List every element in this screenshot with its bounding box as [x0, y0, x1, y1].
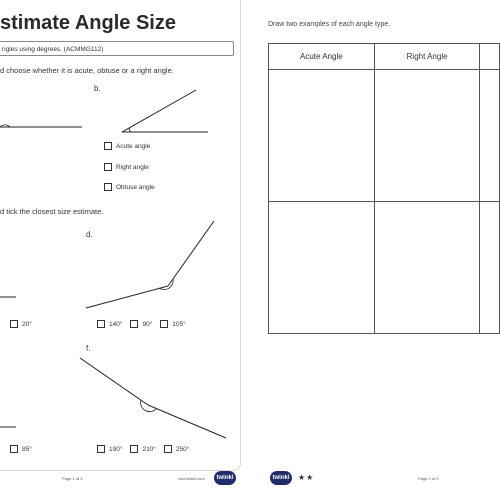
label-f: f. — [86, 344, 91, 353]
header-obtuse-angle — [480, 44, 500, 70]
option-f-3[interactable]: 250° — [164, 445, 189, 453]
angle-f-arm-1 — [80, 358, 148, 405]
worksheet-page-1 — [0, 0, 241, 481]
drawing-cell[interactable] — [269, 70, 375, 202]
option-acute-angle[interactable]: Acute angle — [104, 142, 150, 150]
instruction-2: d tick the closest size estimate. — [0, 207, 104, 216]
angle-b-arc — [129, 128, 130, 132]
instruction-1: d choose whether it is acute, obtuse or a right angle. — [0, 66, 174, 75]
checkbox[interactable] — [97, 445, 105, 453]
angle-types-table — [268, 43, 500, 334]
angle-d-arm-1 — [86, 286, 168, 308]
page-title: stimate Angle Size — [0, 12, 176, 34]
footer-page-number: Page 1 of 3 — [62, 476, 83, 481]
difficulty-stars-icon: ★★ — [298, 473, 315, 482]
angle-d-arm-2 — [168, 221, 214, 286]
options-d — [97, 320, 186, 328]
twinkl-logo-icon: twinkl — [214, 471, 236, 485]
options-f — [97, 445, 189, 453]
option-f-2[interactable]: 210° — [130, 445, 155, 453]
instruction-draw: Draw two examples of each angle type. — [268, 21, 391, 28]
header-acute-angle: Acute Angle — [269, 44, 375, 70]
drawing-cell[interactable] — [480, 70, 500, 202]
checkbox[interactable] — [160, 320, 168, 328]
label-b: b. — [94, 84, 101, 93]
checkbox[interactable] — [164, 445, 172, 453]
footer-page-number: Page 2 of 3 — [418, 476, 439, 481]
checkbox[interactable] — [10, 445, 18, 453]
checkbox[interactable] — [97, 320, 105, 328]
options-e — [10, 445, 32, 453]
checkbox[interactable] — [10, 320, 18, 328]
option-f-1[interactable]: 190° — [97, 445, 122, 453]
footer-site: visit twinkl.com — [178, 476, 205, 481]
drawing-cell[interactable] — [269, 202, 375, 334]
options-c — [10, 320, 32, 328]
checkbox[interactable] — [104, 183, 112, 191]
option-c-1[interactable]: 20° — [10, 320, 32, 328]
option-right-angle[interactable]: Right angle — [104, 163, 149, 171]
learning-objective-box: ngles using degrees. (ACMMG112) — [0, 41, 234, 56]
checkbox[interactable] — [104, 163, 112, 171]
angle-diagrams — [0, 0, 240, 470]
label-d: d. — [86, 230, 93, 239]
drawing-cell[interactable] — [374, 70, 480, 202]
checkbox[interactable] — [104, 142, 112, 150]
option-e-1[interactable]: 85° — [10, 445, 32, 453]
option-d-3[interactable]: 105° — [160, 320, 185, 328]
header-right-angle: Right Angle — [374, 44, 480, 70]
checkbox[interactable] — [130, 445, 138, 453]
checkbox[interactable] — [130, 320, 138, 328]
option-d-1[interactable]: 140° — [97, 320, 122, 328]
angle-f-arm-2 — [148, 405, 226, 438]
drawing-cell[interactable] — [374, 202, 480, 334]
option-obtuse-angle[interactable]: Obtuse angle — [104, 183, 155, 191]
drawing-cell[interactable] — [480, 202, 500, 334]
twinkl-logo-icon: twinkl — [270, 471, 292, 485]
worksheet-page-2 — [258, 0, 500, 500]
angle-b-arm — [122, 90, 196, 132]
option-d-2[interactable]: 90° — [130, 320, 152, 328]
